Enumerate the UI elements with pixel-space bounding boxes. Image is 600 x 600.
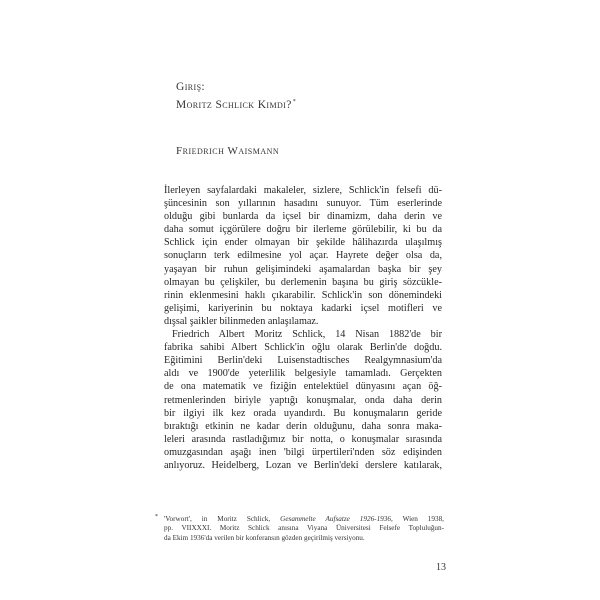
body-line: anlıyoruz. Heidelberg, Lozan ve Berlin'deki derslere katılarak, (164, 459, 442, 471)
body-line: de ona matematik ve fiziğin entelektüel dünyasını açan öğ- (164, 381, 442, 393)
footnote-text: 'Vorwort', in Moritz Schlick, (164, 515, 281, 523)
body-line: yaşayan bir ruhun gelişimindeki aşamalardan başka bir şey (164, 263, 442, 275)
body-line: leleri arasında rastladığımız bir notta, o konuşmalar sırasında (164, 433, 442, 445)
body-line: sonuçların terk edilmesine yol açar. Hayrete değer olsa da, (164, 250, 442, 262)
body-line: dışsal şaikler bilinmeden anlaşılamaz. (164, 315, 319, 327)
chapter-title-text: Moritz Schlick Kimdi? (176, 99, 292, 111)
body-line: olduğu gibi bunlarda da içsel bir dinamizm, daha derin ve (164, 211, 442, 223)
body-line: şüncesinin son yıllarının hasadını sunuyor. Tüm eserlerinde (164, 198, 442, 210)
footnote-reference-marker: * (292, 99, 297, 105)
body-line: daha somut içgörülere doğru bir ilerleme görülebilir, ki bu da (164, 224, 442, 236)
body-line: omuzgasından aşağı inen 'bilgi ürpertileri'nden söz edişinden (164, 446, 442, 458)
footnote (155, 514, 444, 543)
chapter-title (176, 80, 296, 113)
footnote-line-1 (164, 515, 444, 524)
footnote-marker: * (155, 514, 158, 520)
body-line: rinin eklenmesini haklı çıkarabilir. Schlick'in son dönemindeki (164, 289, 442, 301)
body-line: aldı ve 1900'de yeterlilik belgesiyle tamamladı. Gerçekten (164, 368, 442, 380)
body-line: İlerleyen sayfalardaki makaleler, sizlere, Schlick'in felsefi dü- (164, 185, 442, 196)
body-line: Eğitimini Berlin'deki Luisenstadtisches Realgymnasium'da (164, 355, 442, 367)
body-line: bıraktığı etkinin ne kadar derin olduğunu, daha sonra maka- (164, 420, 442, 432)
body-text (164, 184, 442, 472)
footnote-text: , Wien 1938, (390, 515, 444, 523)
page-number: 13 (436, 562, 446, 573)
footnote-book-title: Gesammelte Aufsatze 1926-1936 (280, 515, 391, 523)
body-line: olmayan bu çelişkiler, bu derlemenin başına bu giriş sözcükle- (164, 276, 442, 288)
body-line: bir ilgiyi ilk kez orada uyandırdı. Bu konuşmaların geride (164, 407, 442, 419)
chapter-title-line-2 (176, 95, 296, 113)
author-name: Friedrich Waismann (176, 145, 280, 157)
body-line: retmenlerinden biriyle yaptığı konuşmalar, onda daha derin (164, 394, 442, 406)
body-line: Schlick için ender olmayan bir şekilde hâlihazırda ulaşılmış (164, 237, 442, 249)
chapter-title-line-1: Giriş: (176, 81, 206, 93)
body-line: Friedrich Albert Moritz Schlick, 14 Nisan 1882'de bir (172, 329, 442, 341)
body-line: gelişimi, kariyerinin bu noktaya kadarki içsel motifleri ve (164, 302, 442, 314)
footnote-line-2: pp. VIIXXXI. Moritz Schlick anısına Viyana Üniversitesi Felsefe Topluluğun- (164, 524, 444, 533)
body-line: fabrika sahibi Albert Schlick'in oğlu olarak Berlin'de doğdu. (164, 342, 442, 354)
footnote-line-3: da Ekim 1936'da verilen bir konferansın gözden geçirilmiş versiyonu. (164, 533, 365, 542)
